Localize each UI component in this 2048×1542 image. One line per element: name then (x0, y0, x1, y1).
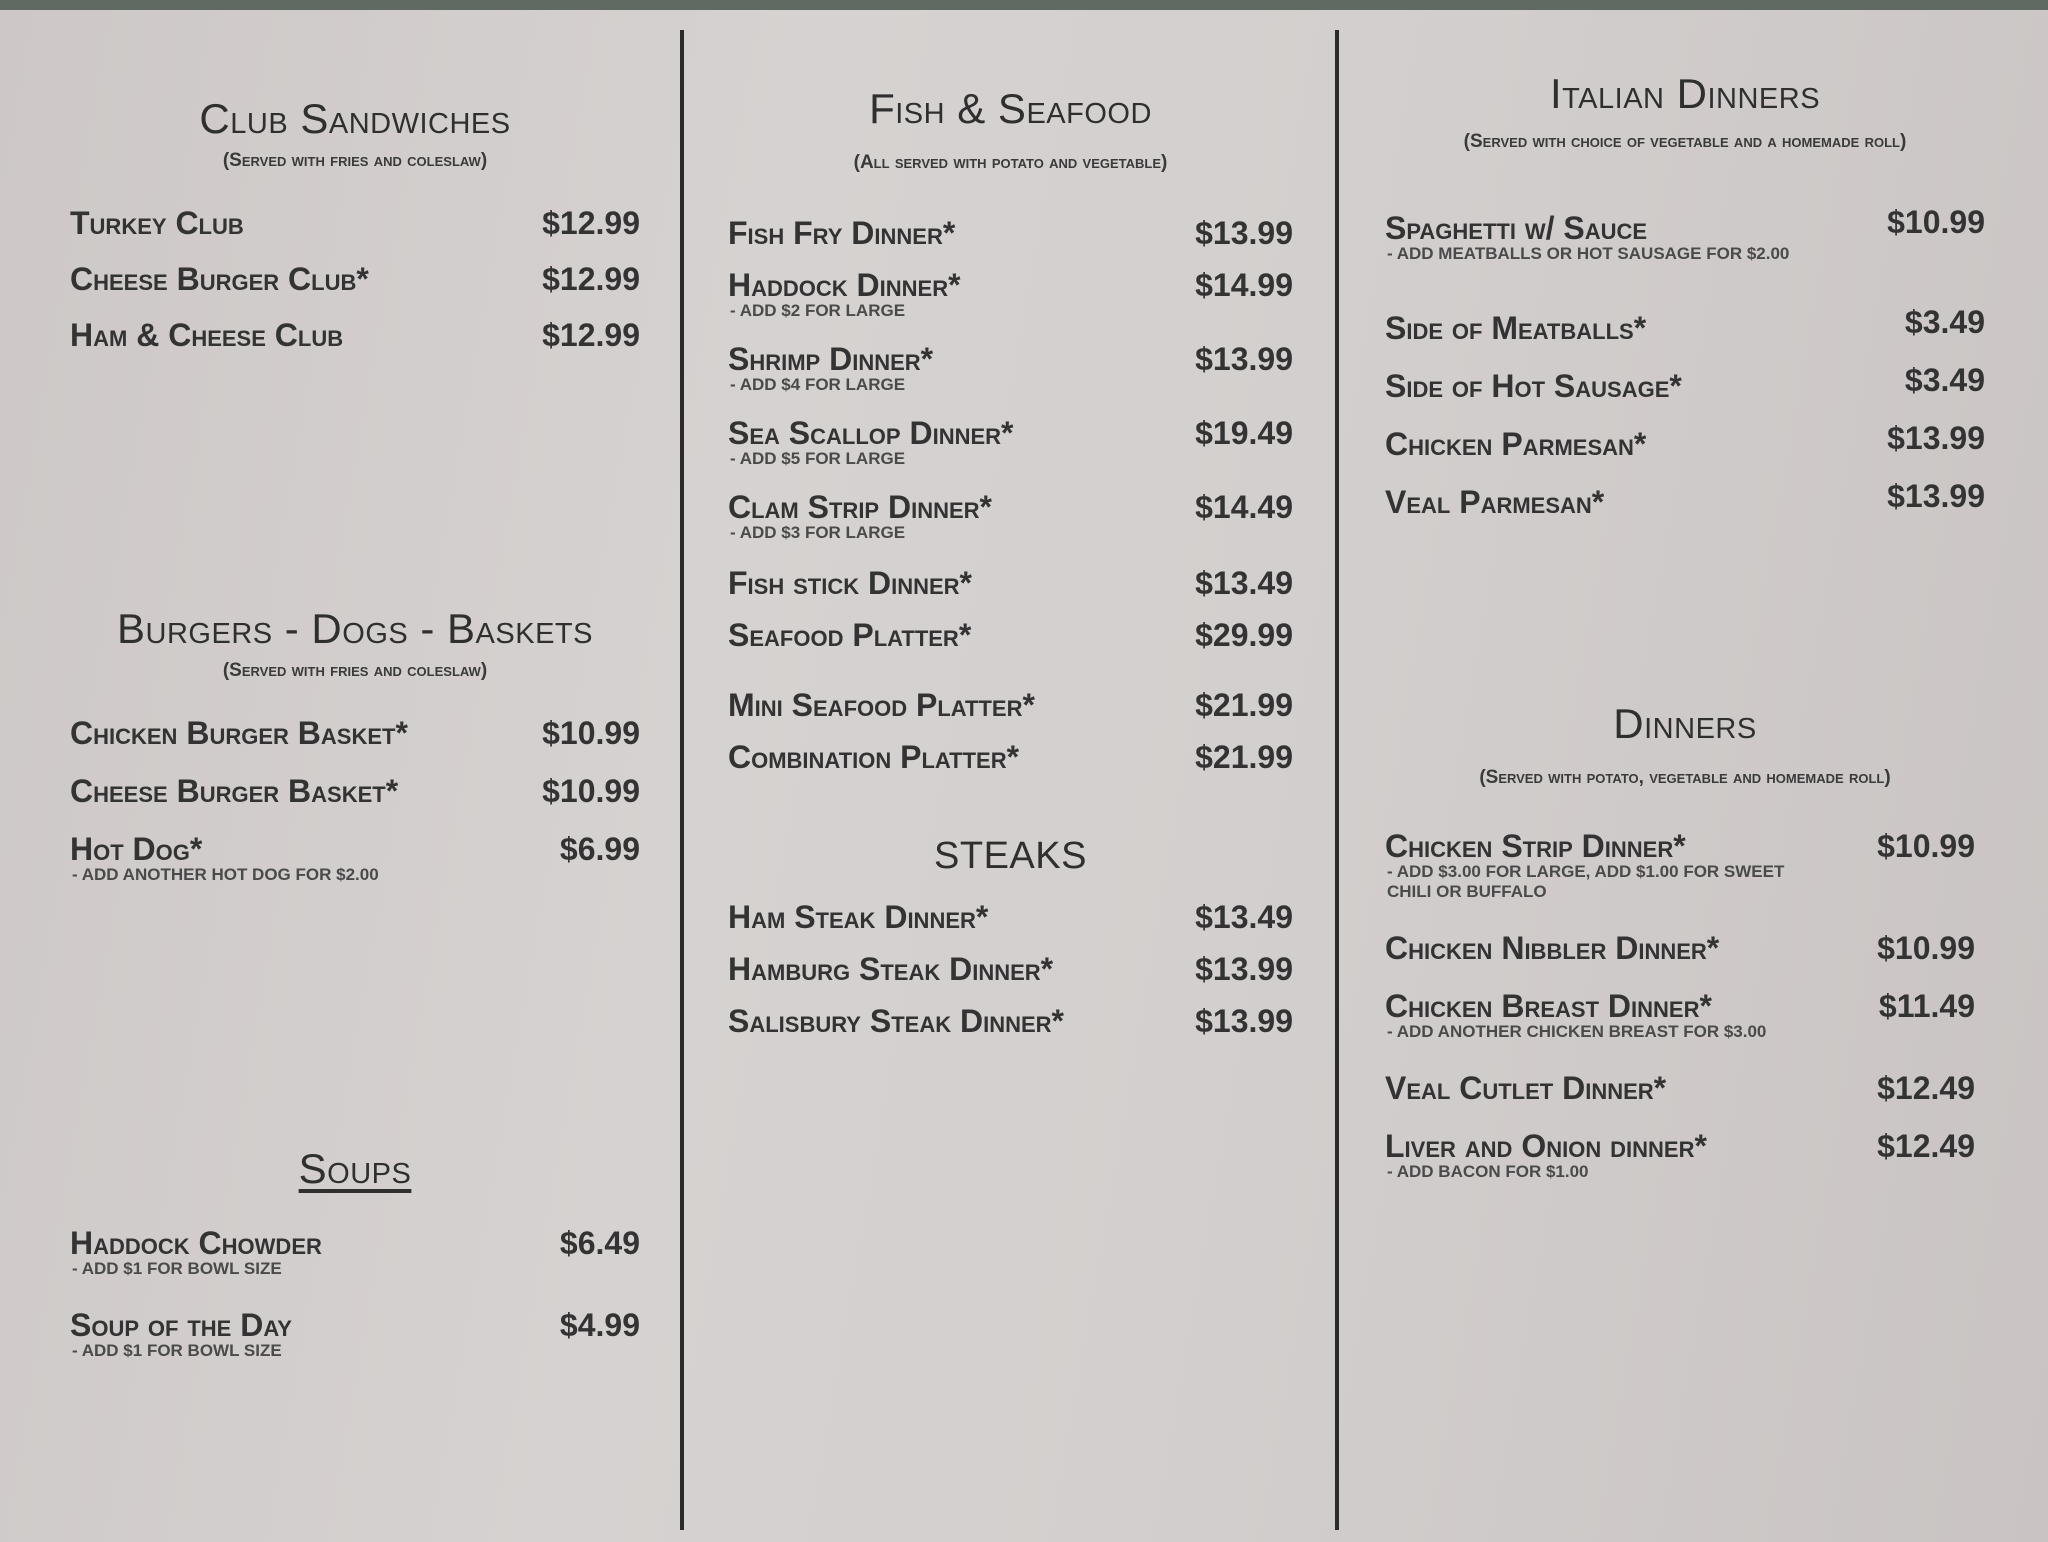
item-name: Haddock Dinner* (728, 267, 961, 303)
item-price: $4.99 (559, 1307, 640, 1343)
item-name: Side of Hot Sausage* (1385, 368, 1682, 404)
item-name: Chicken Strip Dinner* (1385, 828, 1686, 864)
item-price: $13.99 (1195, 951, 1293, 987)
item-price: $19.49 (1195, 415, 1293, 451)
section-title: Soups (298, 1145, 412, 1192)
item-price: $12.49 (1877, 1070, 1975, 1106)
item-price: $13.99 (1195, 215, 1293, 251)
item-note: - ADD $2 FOR LARGE (730, 301, 906, 320)
item-price: $10.99 (542, 773, 640, 809)
italian-dinners-section (1385, 70, 1985, 520)
item-name: Mini Seafood Platter* (728, 687, 1035, 723)
item-price: $12.99 (542, 317, 640, 353)
item-name: Chicken Nibbler Dinner* (1385, 930, 1720, 966)
menu-page (0, 10, 2048, 1542)
item-price: $14.99 (1195, 267, 1293, 303)
column-divider-right (1335, 30, 1339, 1530)
column-divider-left (680, 30, 684, 1530)
section-subtitle: (Served with potato, vegetable and homemade roll) (1479, 767, 1891, 788)
item-name: Chicken Burger Basket* (70, 715, 408, 751)
section-title: Burgers - Dogs - Baskets (117, 605, 593, 652)
item-price: $13.99 (1887, 478, 1985, 514)
item-price: $11.49 (1878, 988, 1975, 1024)
fish-seafood-section (728, 85, 1293, 775)
item-name: Veal Cutlet Dinner* (1385, 1070, 1667, 1106)
item-name: Turkey Club (70, 205, 244, 241)
section-title: Club Sandwiches (199, 95, 511, 142)
section-title: STEAKS (934, 835, 1087, 877)
item-price: $13.49 (1195, 899, 1293, 935)
section-subtitle: (Served with fries and coleslaw) (222, 660, 488, 681)
item-name: Ham Steak Dinner* (728, 899, 989, 935)
item-name: Seafood Platter* (728, 617, 972, 653)
section-subtitle: (Served with choice of vegetable and a homemade roll) (1463, 131, 1907, 152)
item-name: Shrimp Dinner* (728, 341, 934, 377)
item-price: $6.99 (559, 831, 640, 867)
item-name: Hot Dog* (70, 831, 203, 867)
item-name: Cheese Burger Basket* (70, 773, 399, 809)
item-name: Spaghetti w/ Sauce (1385, 210, 1648, 246)
item-price: $13.49 (1195, 565, 1293, 601)
section-title: Dinners (1613, 700, 1757, 747)
item-name: Clam Strip Dinner* (728, 489, 993, 525)
item-name: Veal Parmesan* (1385, 484, 1605, 520)
club-sandwiches-section (70, 95, 640, 353)
item-name: Side of Meatballs* (1385, 310, 1647, 346)
item-price: $13.99 (1887, 420, 1985, 456)
item-name: Fish stick Dinner* (728, 565, 973, 601)
item-name: Salisbury Steak Dinner* (728, 1003, 1065, 1039)
item-price: $3.49 (1904, 304, 1985, 340)
item-name: Chicken Parmesan* (1385, 426, 1647, 462)
item-price: $12.99 (542, 205, 640, 241)
item-price: $12.99 (542, 261, 640, 297)
section-subtitle: (All served with potato and vegetable) (853, 152, 1168, 173)
item-price: $10.99 (542, 715, 640, 751)
section-subtitle: (Served with fries and coleslaw) (222, 150, 488, 171)
item-name: Combination Platter* (728, 739, 1020, 775)
item-note: - ADD $3.00 FOR LARGE, ADD $1.00 FOR SWEET CHILI OR BUFFALO (1387, 862, 1785, 901)
section-title: Italian Dinners (1549, 70, 1821, 117)
item-price: $13.99 (1195, 1003, 1293, 1039)
item-note: - ADD ANOTHER CHICKEN BREAST FOR $3.00 (1387, 1022, 1767, 1041)
item-note: - ADD $5 FOR LARGE (730, 449, 906, 468)
item-name: Cheese Burger Club* (70, 261, 369, 297)
item-name: Hamburg Steak Dinner* (728, 951, 1054, 987)
item-name: Sea Scallop Dinner* (728, 415, 1014, 451)
section-title: Fish & Seafood (869, 85, 1152, 132)
steaks-section (728, 835, 1293, 1039)
item-price: $3.49 (1904, 362, 1985, 398)
item-note: - ADD BACON FOR $1.00 (1387, 1162, 1589, 1181)
soups-section (70, 1145, 640, 1360)
item-price: $21.99 (1195, 739, 1293, 775)
item-name: Haddock Chowder (70, 1225, 322, 1261)
item-price: $6.49 (559, 1225, 640, 1261)
item-price: $10.99 (1877, 828, 1975, 864)
item-note: - ADD MEATBALLS OR HOT SAUSAGE FOR $2.00 (1387, 244, 1790, 263)
item-name: Chicken Breast Dinner* (1385, 988, 1712, 1024)
item-note: - ADD ANOTHER HOT DOG FOR $2.00 (72, 865, 379, 884)
item-price: $21.99 (1195, 687, 1293, 723)
item-name: Fish Fry Dinner* (728, 215, 956, 251)
item-price: $14.49 (1195, 489, 1293, 525)
item-note: - ADD $1 FOR BOWL SIZE (72, 1341, 282, 1360)
item-note: - ADD $4 FOR LARGE (730, 375, 906, 394)
dinners-section (1385, 700, 1985, 1181)
item-note: - ADD $3 FOR LARGE (730, 523, 906, 542)
item-price: $10.99 (1877, 930, 1975, 966)
item-price: $10.99 (1887, 204, 1985, 240)
item-name: Liver and Onion dinner* (1385, 1128, 1707, 1164)
burgers-section (70, 605, 640, 884)
item-name: Soup of the Day (70, 1307, 292, 1343)
item-note: - ADD $1 FOR BOWL SIZE (72, 1259, 282, 1278)
item-price: $13.99 (1195, 341, 1293, 377)
item-price: $12.49 (1877, 1128, 1975, 1164)
item-name: Ham & Cheese Club (70, 317, 344, 353)
item-price: $29.99 (1195, 617, 1293, 653)
